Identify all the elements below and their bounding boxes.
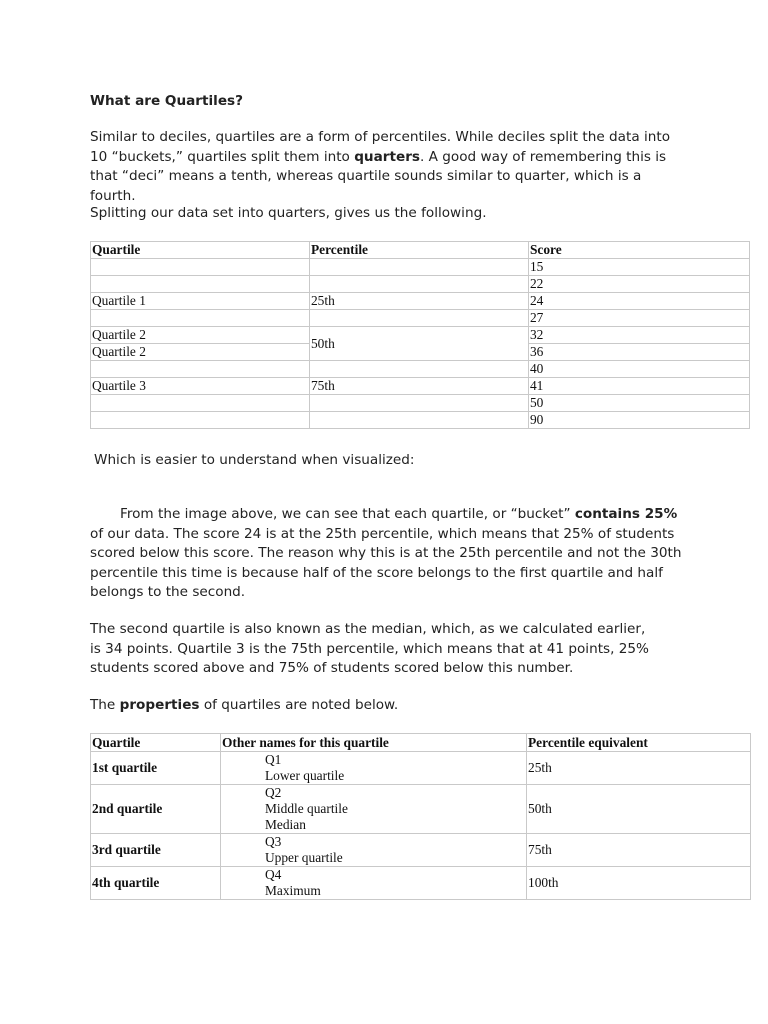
names-cell [221,834,527,867]
bucket-text-a: From the image above, we can see that each quartile, or “bucket” [120,506,575,522]
bucket-bold: contains 25% [574,506,678,522]
name-line: Q2 [265,785,282,800]
intro-text-b: . A good way of remembering this is that “deci” means a tenth, whereas quartile sounds similar to quarter, which is a fourth. [90,148,667,204]
name-line: Middle quartile [265,801,348,816]
bucket-text-b: of our data. The score 24 is at the 25th percentile, which means that 25% of students scored below this score. The reason why this is at the 25th percentile and not the 30th percentile this time is because half of the score belongs to the first quartile and half belongs to the second. [90,525,682,600]
properties-text-b: of quartiles are noted below. [199,697,399,713]
table-row [91,293,750,310]
name-line: Q3 [265,834,282,849]
name-line: Median [265,817,306,832]
table-row [91,361,750,378]
quartile-cell: Quartile 1 [91,293,310,310]
names-cell [221,867,527,900]
percentile-cell: 75th [309,378,528,395]
table-row [91,310,750,327]
name-line: Lower quartile [265,768,345,783]
median-paragraph: The second quartile is also known as the median, which, as we calculated earlier, is 34 points. Quartile 3 is the 75th percentile, which means that at 41 points, 25% students scored above and 75% of students scored below this number. [90,621,649,676]
split-paragraph: Splitting our data set into quarters, gives us the following. [90,205,487,221]
table-row [91,259,750,276]
percentile-cell: 50th [527,785,751,834]
score-cell: 22 [528,276,749,293]
quartile-cell: 2nd quartile [91,785,221,834]
header-percentile-equivalent: Percentile equivalent [527,734,751,752]
table-row [91,834,751,867]
quartile-cell: Quartile 2 [91,327,310,344]
table-row [91,412,750,429]
properties-paragraph [90,696,690,716]
name-line: Maximum [265,883,321,898]
properties-table [90,733,751,900]
name-line: Upper quartile [265,850,343,865]
percentile-cell: 25th [309,293,528,310]
score-cell: 32 [528,327,749,344]
table-row [91,395,750,412]
percentile-cell: 25th [527,752,751,785]
bucket-paragraph [90,505,686,603]
score-cell: 27 [528,310,749,327]
intro-paragraph [90,128,690,206]
table-row [91,867,751,900]
header-other-names: Other names for this quartile [221,734,527,752]
score-cell: 41 [528,378,749,395]
table-header-row [91,242,750,259]
intro-text-a: Similar to deciles, quartiles are a form of percentiles. While deciles split the data into 10 “buckets,” quartiles split them into [90,129,671,165]
percentile-cell: 50th [309,327,528,361]
quartile-cell: Quartile 2 [91,344,310,361]
percentile-cell: 100th [527,867,751,900]
section-heading: What are Quartiles? [90,93,244,109]
intro-bold: quarters [354,148,421,165]
header-quartile: Quartile [91,242,310,259]
header-score: Score [528,242,749,259]
visualized-paragraph: Which is easier to understand when visualized: [94,452,415,468]
score-cell: 90 [528,412,749,429]
table-row [91,785,751,834]
names-cell [221,752,527,785]
score-cell: 50 [528,395,749,412]
table-row [91,752,751,785]
table-row [91,276,750,293]
quartile-cell: 3rd quartile [91,834,221,867]
name-line: Q4 [265,867,282,882]
score-cell: 40 [528,361,749,378]
scores-table [90,241,750,429]
name-line: Q1 [265,752,282,767]
quartile-cell: 4th quartile [91,867,221,900]
table-row [91,327,750,344]
properties-text-a: The [90,697,120,713]
score-cell: 15 [528,259,749,276]
quartile-cell: Quartile 3 [91,378,310,395]
table-header-row [91,734,751,752]
header-percentile: Percentile [309,242,528,259]
quartile-cell: 1st quartile [91,752,221,785]
score-cell: 24 [528,293,749,310]
properties-bold: properties [119,697,200,713]
percentile-cell: 75th [527,834,751,867]
table-row [91,378,750,395]
header-quartile: Quartile [91,734,221,752]
names-cell [221,785,527,834]
score-cell: 36 [528,344,749,361]
